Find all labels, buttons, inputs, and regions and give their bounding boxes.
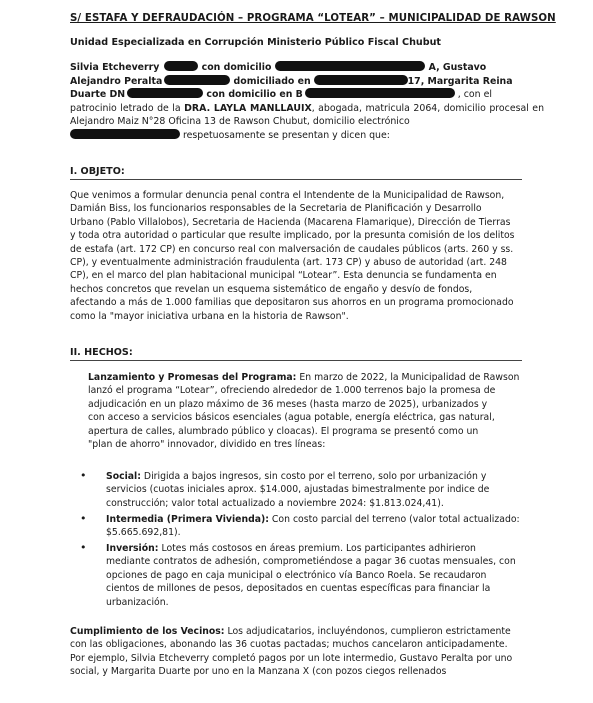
text-line: lanzó el programa “Lotear”, ofreciendo alrededor de 1.000 terrenos bajo la promesa de bbox=[88, 385, 496, 397]
cumplimiento-label: Cumplimiento de los Vecinos: bbox=[70, 626, 225, 637]
text-line: construcción; valor total actualizado a noviembre 2024: $1.813.024,41). bbox=[106, 497, 444, 509]
text-line: y toda otra autoridad o particular que resulte implicado, por la presunta comisión de los delitos bbox=[70, 230, 515, 242]
document-title: S/ ESTAFA Y DEFRAUDACIÓN – PROGRAMA “LOTEAR” – MUNICIPALIDAD DE RAWSON bbox=[70, 13, 556, 24]
text-line: urbanización. bbox=[106, 596, 169, 608]
section-heading-hechos: II. HECHOS: bbox=[70, 347, 133, 358]
section-divider bbox=[70, 179, 522, 180]
text-line: $5.665.692,81). bbox=[106, 527, 181, 539]
name-silvia: Silvia Etcheverry bbox=[70, 62, 160, 73]
text-line: con acceso a servicios básicos esenciales (agua potable, energía eléctrica, gas natural, bbox=[88, 412, 495, 424]
social-label: Social: bbox=[106, 471, 141, 482]
intro-text: , con el bbox=[454, 89, 492, 101]
text-line: "plan de ahorro" innovador, dividido en tres líneas: bbox=[88, 439, 326, 451]
bullet-marker: • bbox=[80, 512, 87, 525]
section-heading-objeto: I. OBJETO: bbox=[70, 166, 125, 177]
text-line: opciones de pago en caja municipal o electrónico vía Banco Roela. Se recaudaron bbox=[106, 569, 487, 581]
redaction-block bbox=[305, 88, 455, 98]
lanzamiento-label: Lanzamiento y Promesas del Programa: bbox=[88, 372, 297, 383]
text-line: adjudicación en un plazo máximo de 36 meses (hasta marzo de 2025), urbanizados y bbox=[88, 398, 488, 410]
bullet-marker: • bbox=[80, 541, 87, 554]
intro-text: A, Gustavo bbox=[425, 62, 487, 73]
text-line: mediante contratos de adhesión, comprometiéndose a pagar 36 cuotas mensuales, con bbox=[106, 556, 516, 568]
document-recipient: Unidad Especializada en Corrupción Ministerio Público Fiscal Chubut bbox=[70, 37, 442, 48]
redaction-block bbox=[164, 61, 198, 71]
text-line: servicios (cuotas iniciales aprox. $14.000, ajustadas bimestralmente por indice de bbox=[106, 484, 490, 496]
text-line: con las obligaciones, abonando las 36 cuotas pactadas; muchos cancelaron anticipadamente. bbox=[70, 639, 508, 651]
lanzamiento-paragraph bbox=[88, 371, 548, 451]
intermedia-label: Intermedia (Primera Vivienda): bbox=[106, 514, 269, 525]
intro-paragraph bbox=[70, 61, 544, 143]
text-line: Que venimos a formular denuncia penal contra el Intendente de la Municipalidad de Rawson, bbox=[70, 190, 505, 201]
lawyer-name: DRA. LAYLA MANLLAUIX bbox=[184, 102, 312, 114]
cumplimiento-paragraph bbox=[70, 625, 560, 679]
inversion-label: Inversión: bbox=[106, 543, 159, 554]
name-gustavo: Alejandro Peralta bbox=[70, 75, 163, 87]
bullet-intermedia bbox=[106, 513, 556, 540]
text-line: social, y Margarita Duarte por uno en la Manzana X (con pozos ciegos rellenados bbox=[70, 666, 447, 678]
text-line: afectando a más de 1.000 familias que depositaron sus ahorros en un programa promocionado bbox=[70, 297, 514, 309]
bullet-inversion bbox=[106, 542, 556, 609]
name-margarita: Duarte DN bbox=[70, 89, 126, 101]
text-line: Con costo parcial del terreno (valor total actualizado: bbox=[268, 514, 520, 525]
intro-text: domiciliado en bbox=[230, 75, 311, 87]
text-line: como la "mayor iniciativa urbana en la historia de Rawson". bbox=[70, 310, 349, 322]
intro-text: con domicilio en B bbox=[203, 89, 303, 101]
redaction-block bbox=[164, 75, 230, 85]
text-line: Dirigida a bajos ingresos, sin costo por el terreno, solo por urbanización y bbox=[140, 471, 487, 482]
redaction-block bbox=[70, 129, 180, 139]
text-line: hechos concretos que revelan un esquema sistemático de engaño y desvío de fondos, bbox=[70, 283, 473, 295]
text-line: Los adjudicatarios, incluyéndonos, cumplieron estrictamente bbox=[224, 626, 511, 637]
text-line: Por ejemplo, Silvia Etcheverry completó pagos por un lote intermedio, Gustavo Peralta por uno bbox=[70, 652, 513, 664]
text-line: Urbano (Pablo Villalobos), Secretaria de Hacienda (Macarena Flamarique), Dirección de Tierras bbox=[70, 216, 511, 228]
redaction-block bbox=[127, 88, 203, 98]
section-divider bbox=[70, 360, 522, 361]
objeto-paragraph bbox=[70, 189, 550, 323]
redaction-block bbox=[275, 61, 425, 71]
redaction-block bbox=[314, 75, 408, 85]
text-line: de estafa (art. 172 CP) en concurso real con malversación de caudales públicos (arts. 260 y ss. bbox=[70, 243, 514, 255]
text-line: Lotes más costosos en áreas premium. Los participantes adhirieron bbox=[158, 543, 476, 554]
text-line: apertura de calles, alumbrado público y cloacas). El programa se presentó como un bbox=[88, 425, 479, 437]
intro-text: con domicilio bbox=[198, 62, 272, 73]
intro-text: patrocinio letrado de la bbox=[70, 102, 185, 114]
bullet-social bbox=[106, 470, 556, 510]
intro-text: , abogada, matricula 2064, domicilio procesal en Alejandro Maiz N°28 Oficina 13 de Rawson Chubut, domicilio electrónico bbox=[70, 102, 545, 128]
intro-text: respetuosamente se presentan y dicen que: bbox=[180, 129, 390, 141]
text-line: En marzo de 2022, la Municipalidad de Rawson bbox=[296, 372, 520, 383]
bullet-marker: • bbox=[80, 469, 87, 482]
text-line: cientos de millones de pesos, depositados en cuentas específicas para financiar la bbox=[106, 583, 491, 595]
intro-text: 17, Margarita Reina bbox=[407, 75, 513, 87]
text-line: CP), y eventualmente administración fraudulenta (art. 173 CP) y abuso de autoridad (art. 248 bbox=[70, 257, 507, 269]
text-line: CP), en el marco del plan habitacional municipal “Lotear”. Esta denuncia se fundamenta en bbox=[70, 270, 497, 282]
text-line: Damián Biss, los funcionarios responsables de la Secretaria de Planificación y Desarrollo bbox=[70, 203, 482, 215]
